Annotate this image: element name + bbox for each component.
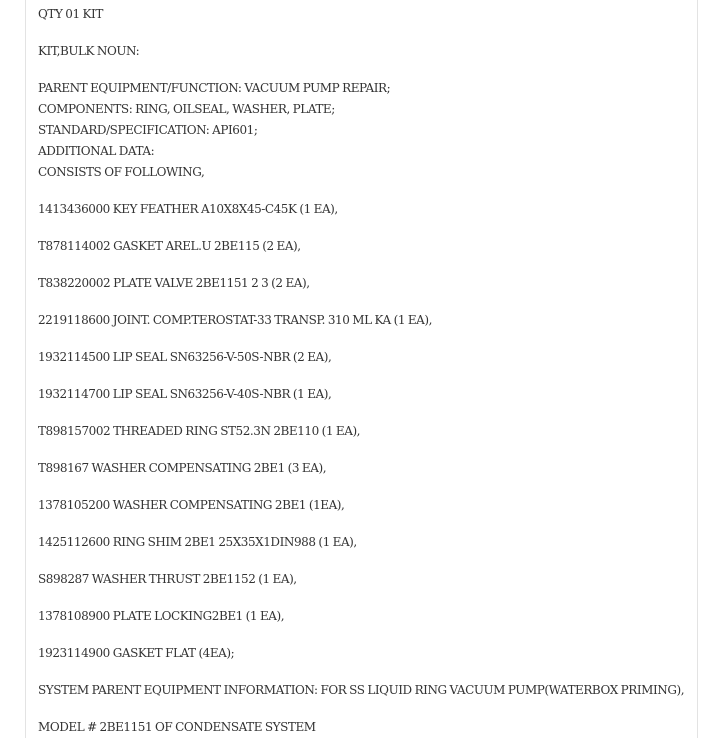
attribute-line: ADDITIONAL DATA: [38,144,155,158]
system-info-line: SYSTEM PARENT EQUIPMENT INFORMATION: FOR SS LIQUID RING VACUUM PUMP(WATERBOX PRIMING), [38,683,685,697]
component-item: T878114002 GASKET AREL.U 2BE115 (2 EA), [38,239,301,253]
component-item: 1425112600 RING SHIM 2BE1 25X35X1DIN988 (1 EA), [38,535,357,549]
attribute-line: COMPONENTS: RING, OILSEAL, WASHER, PLATE; [38,102,335,116]
component-item: 1378108900 PLATE LOCKING2BE1 (1 EA), [38,609,285,623]
component-item: 1932114700 LIP SEAL SN63256-V-40S-NBR (1 EA), [38,387,332,401]
model-line: MODEL # 2BE1151 OF CONDENSATE SYSTEM [38,720,316,734]
attribute-line: PARENT EQUIPMENT/FUNCTION: VACUUM PUMP REPAIR; [38,81,391,95]
component-item: 2219118600 JOINT. COMP.TEROSTAT-33 TRANSP. 310 ML KA (1 EA), [38,313,432,327]
quantity-line: QTY 01 KIT [38,7,103,21]
description-panel [25,0,698,738]
component-item: T838220002 PLATE VALVE 2BE1151 2 3 (2 EA), [38,276,310,290]
component-item: T898157002 THREADED RING ST52.3N 2BE110 (1 EA), [38,424,361,438]
noun-line: KIT,BULK NOUN: [38,44,140,58]
component-item: 1923114900 GASKET FLAT (4EA); [38,646,235,660]
component-item: T898167 WASHER COMPENSATING 2BE1 (3 EA), [38,461,327,475]
description-text [38,4,689,738]
attribute-line: STANDARD/SPECIFICATION: API601; [38,123,258,137]
component-item: S898287 WASHER THRUST 2BE1152 (1 EA), [38,572,297,586]
component-item: 1932114500 LIP SEAL SN63256-V-50S-NBR (2 EA), [38,350,332,364]
component-item: 1413436000 KEY FEATHER A10X8X45-C45K (1 EA), [38,202,338,216]
attribute-line: CONSISTS OF FOLLOWING, [38,165,205,179]
component-item: 1378105200 WASHER COMPENSATING 2BE1 (1EA), [38,498,345,512]
